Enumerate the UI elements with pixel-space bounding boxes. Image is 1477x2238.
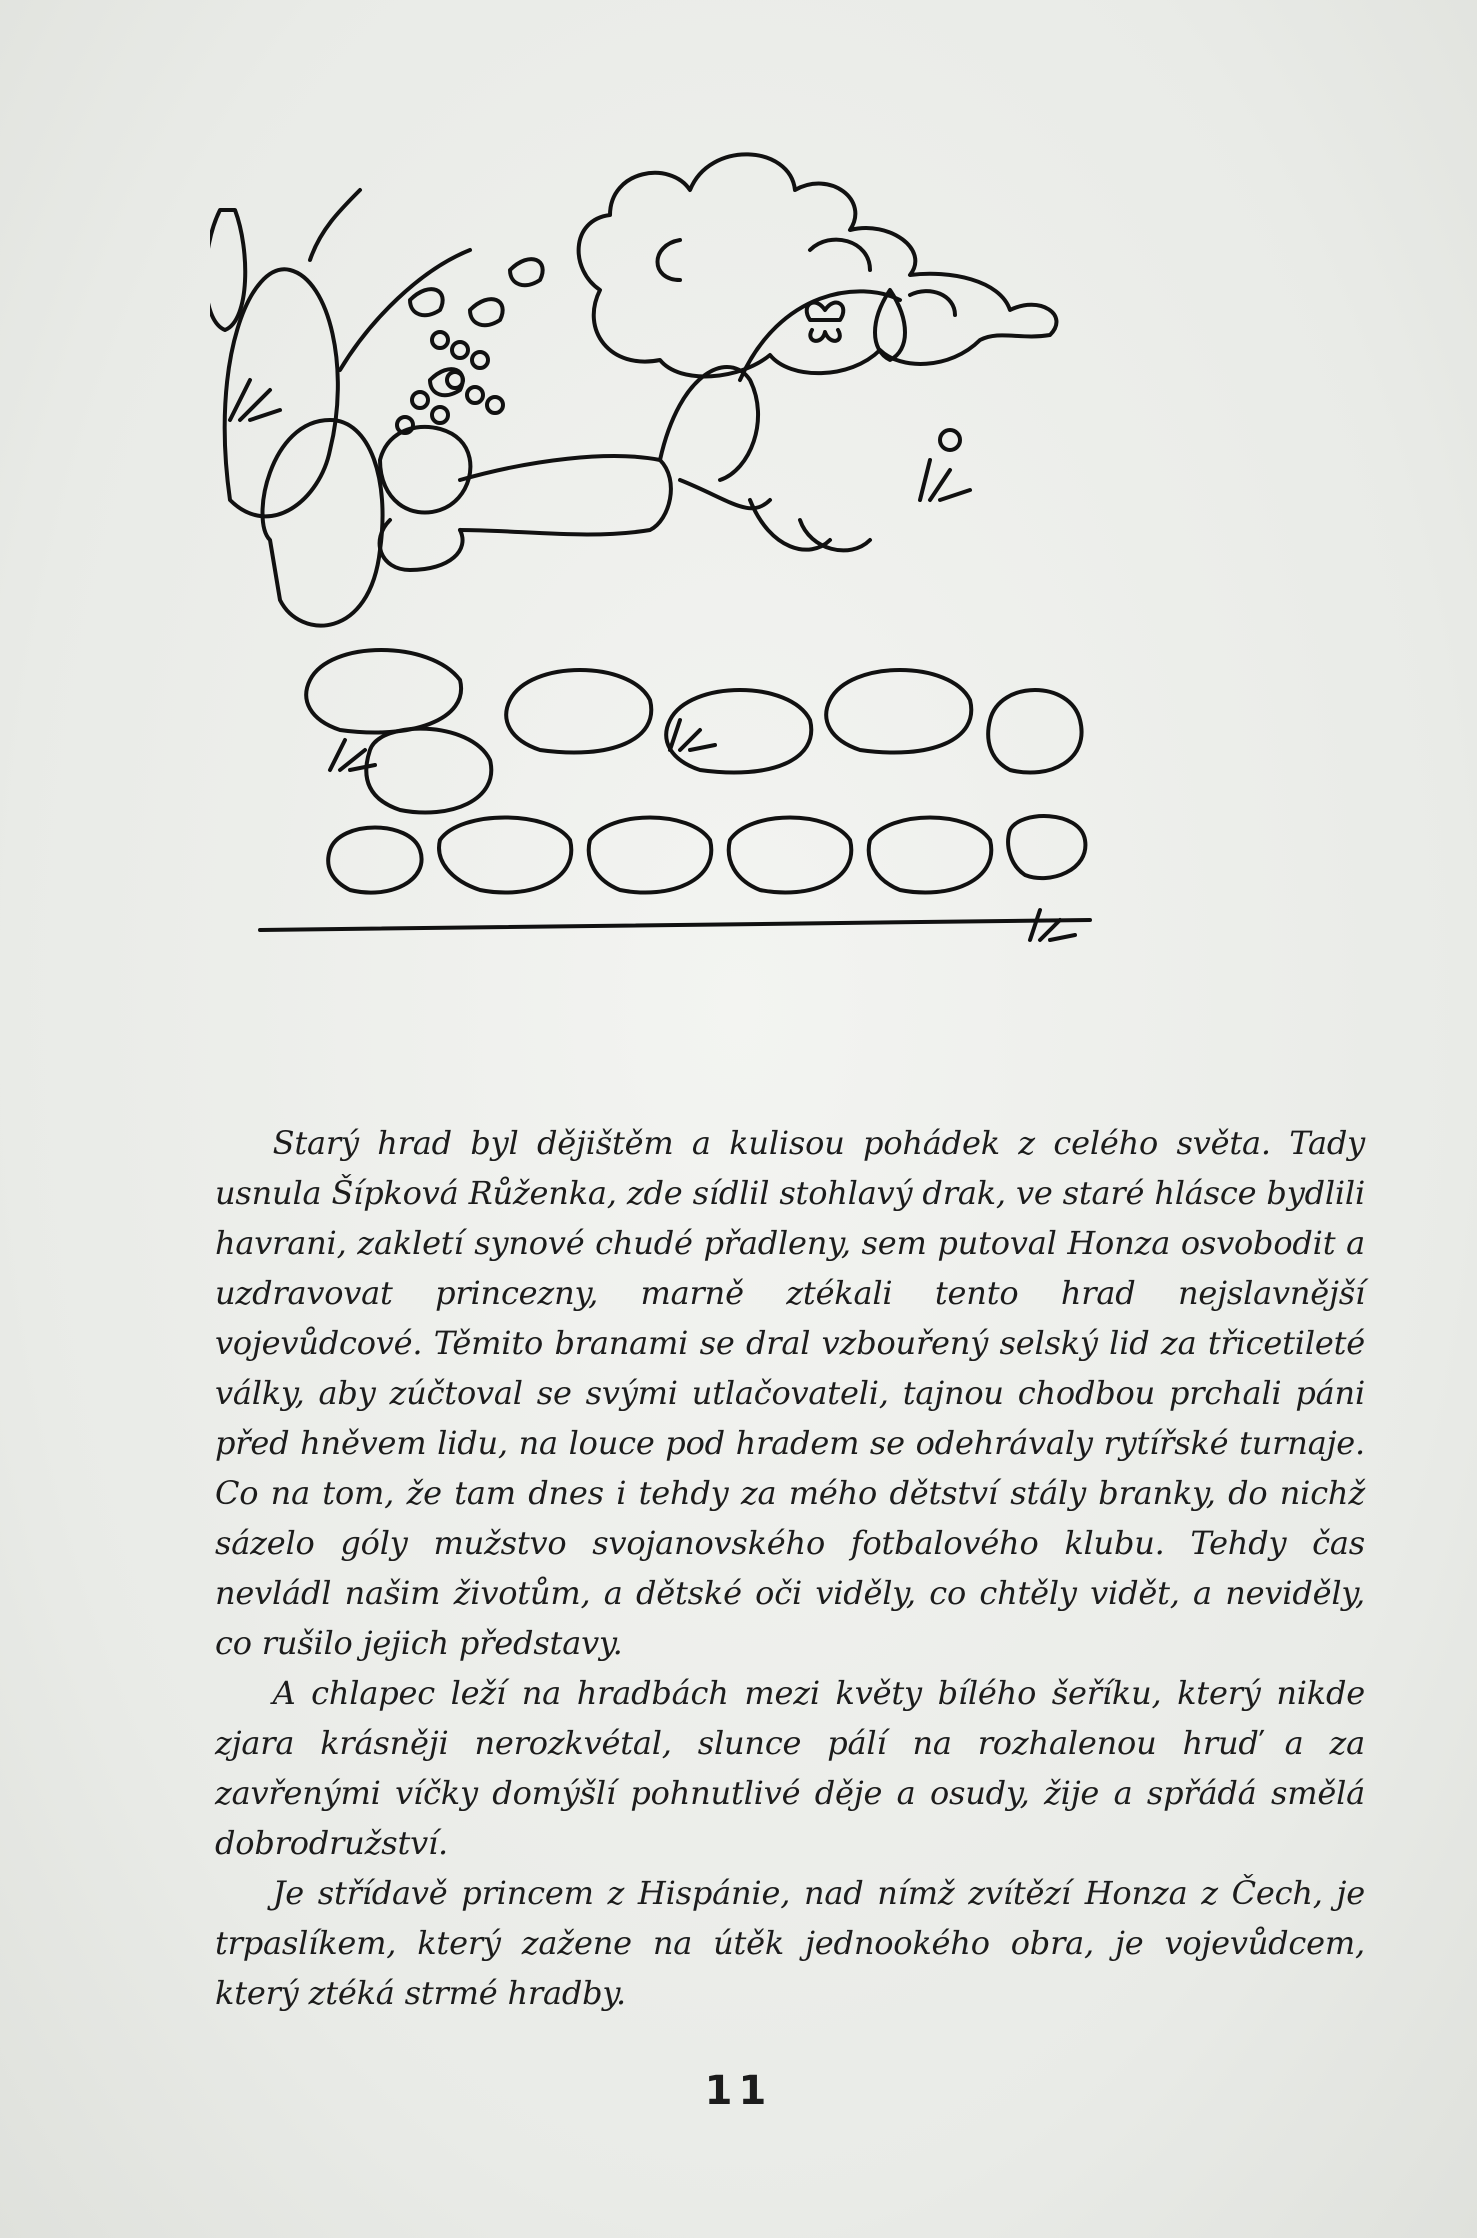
body-text xyxy=(215,1118,1365,2018)
grass-and-flowers-drawing xyxy=(230,380,1075,940)
cloud-drawing xyxy=(579,154,1057,376)
paragraph: Starý hrad byl dějištěm a kulisou pohádek z celého světa. Tady usnula Šípková Růženka, zde sídlil stohlavý drak, ve staré hlásce bydlili havrani, zakletí synové chudé přadleny, sem putoval Honza osvobodit a uzdravovat princezny, marně ztékali tento hrad nejslavnější vojevůdcové. Těmito branami se dral vzbouřený selský lid za třicetileté války, aby zúčtoval se svými utlačovateli, tajnou chodbou prchali páni před hněvem lidu, na louce pod hradem se odehrávaly rytířské turnaje. Co na tom, že tam dnes i tehdy za mého dětství stály branky, do nichž sázelo góly mužstvo svojanovského fotbalového klubu. Tehdy čas nevládl našim životům, a dětské oči viděly, co chtěly vidět, a neviděly, co rušilo jejich představy. xyxy=(215,1124,1365,1662)
lilac-bush-drawing xyxy=(310,190,543,433)
paragraph: Je střídavě princem z Hispánie, nad nímž zvítězí Honza z Čech, je trpaslíkem, který zažene na útěk jednookého obra, je vojevůdcem, který ztéká strmé hradby. xyxy=(215,1874,1365,2012)
butterfly-drawing xyxy=(807,303,844,341)
boy-resting-on-castle-wall-illustration xyxy=(210,120,1270,1020)
paragraph: A chlapec leží na hradbách mezi květy bílého šeříku, který nikde zjara krásněji nerozkvétal, slunce pálí na rozhalenou hruď a za zavřenými víčky domýšlí pohnutlivé děje a osudy, žije a spřádá smělá dobrodružství. xyxy=(215,1674,1365,1862)
castle-wall-drawing xyxy=(210,210,1090,930)
page-number: 11 xyxy=(704,2068,773,2114)
